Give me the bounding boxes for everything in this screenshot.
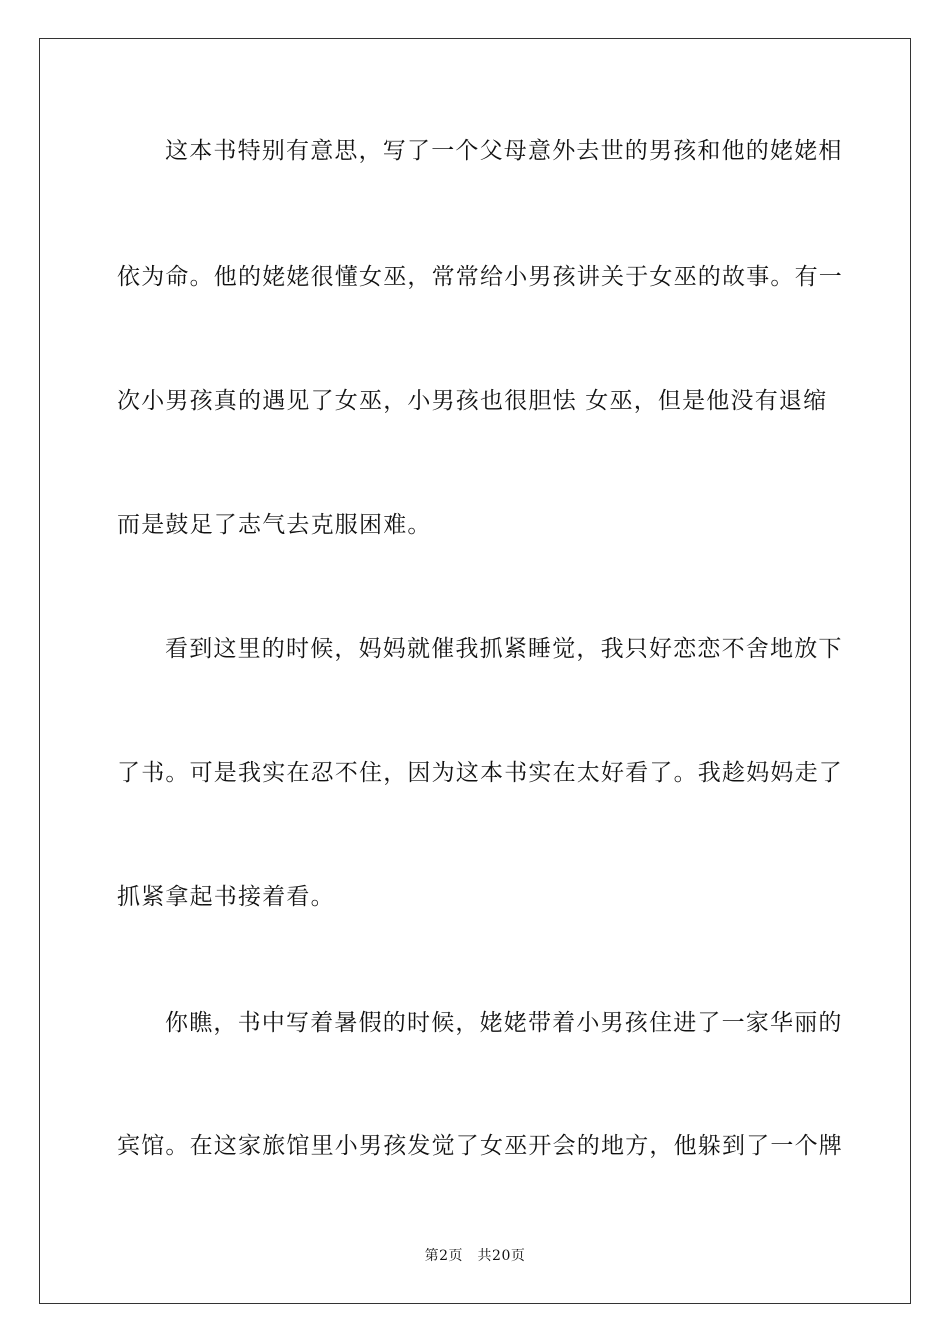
paragraph-1-line-4: 而是鼓足了志气去克服困难。 — [117, 512, 432, 538]
paragraph-2-line-1: 看到这里的时候，妈妈就催我抓紧睡觉，我只好恋恋不舍地放下 — [165, 636, 843, 662]
page-frame — [39, 38, 911, 1304]
page-number-footer: 第2页 共20页 — [424, 1248, 526, 1264]
paragraph-1-line-3: 次小男孩真的遇见了女巫，小男孩也很胆怯 女巫，但是他没有退缩 — [117, 388, 828, 414]
paragraph-1-line-2: 依为命。他的姥姥很懂女巫，常常给小男孩讲关于女巫的故事。有一 — [117, 264, 843, 290]
paragraph-1-line-1: 这本书特别有意思，写了一个父母意外去世的男孩和他的姥姥相 — [165, 138, 843, 164]
paragraph-3-line-1: 你瞧，书中写着暑假的时候，姥姥带着小男孩住进了一家华丽的 — [165, 1010, 843, 1036]
paragraph-2-line-2: 了书。可是我实在忍不住，因为这本书实在太好看了。我趁妈妈走了 — [117, 760, 843, 786]
paragraph-2-line-3: 抓紧拿起书接着看。 — [117, 884, 335, 910]
paragraph-3-line-2: 宾馆。在这家旅馆里小男孩发觉了女巫开会的地方，他躲到了一个牌 — [117, 1133, 843, 1159]
